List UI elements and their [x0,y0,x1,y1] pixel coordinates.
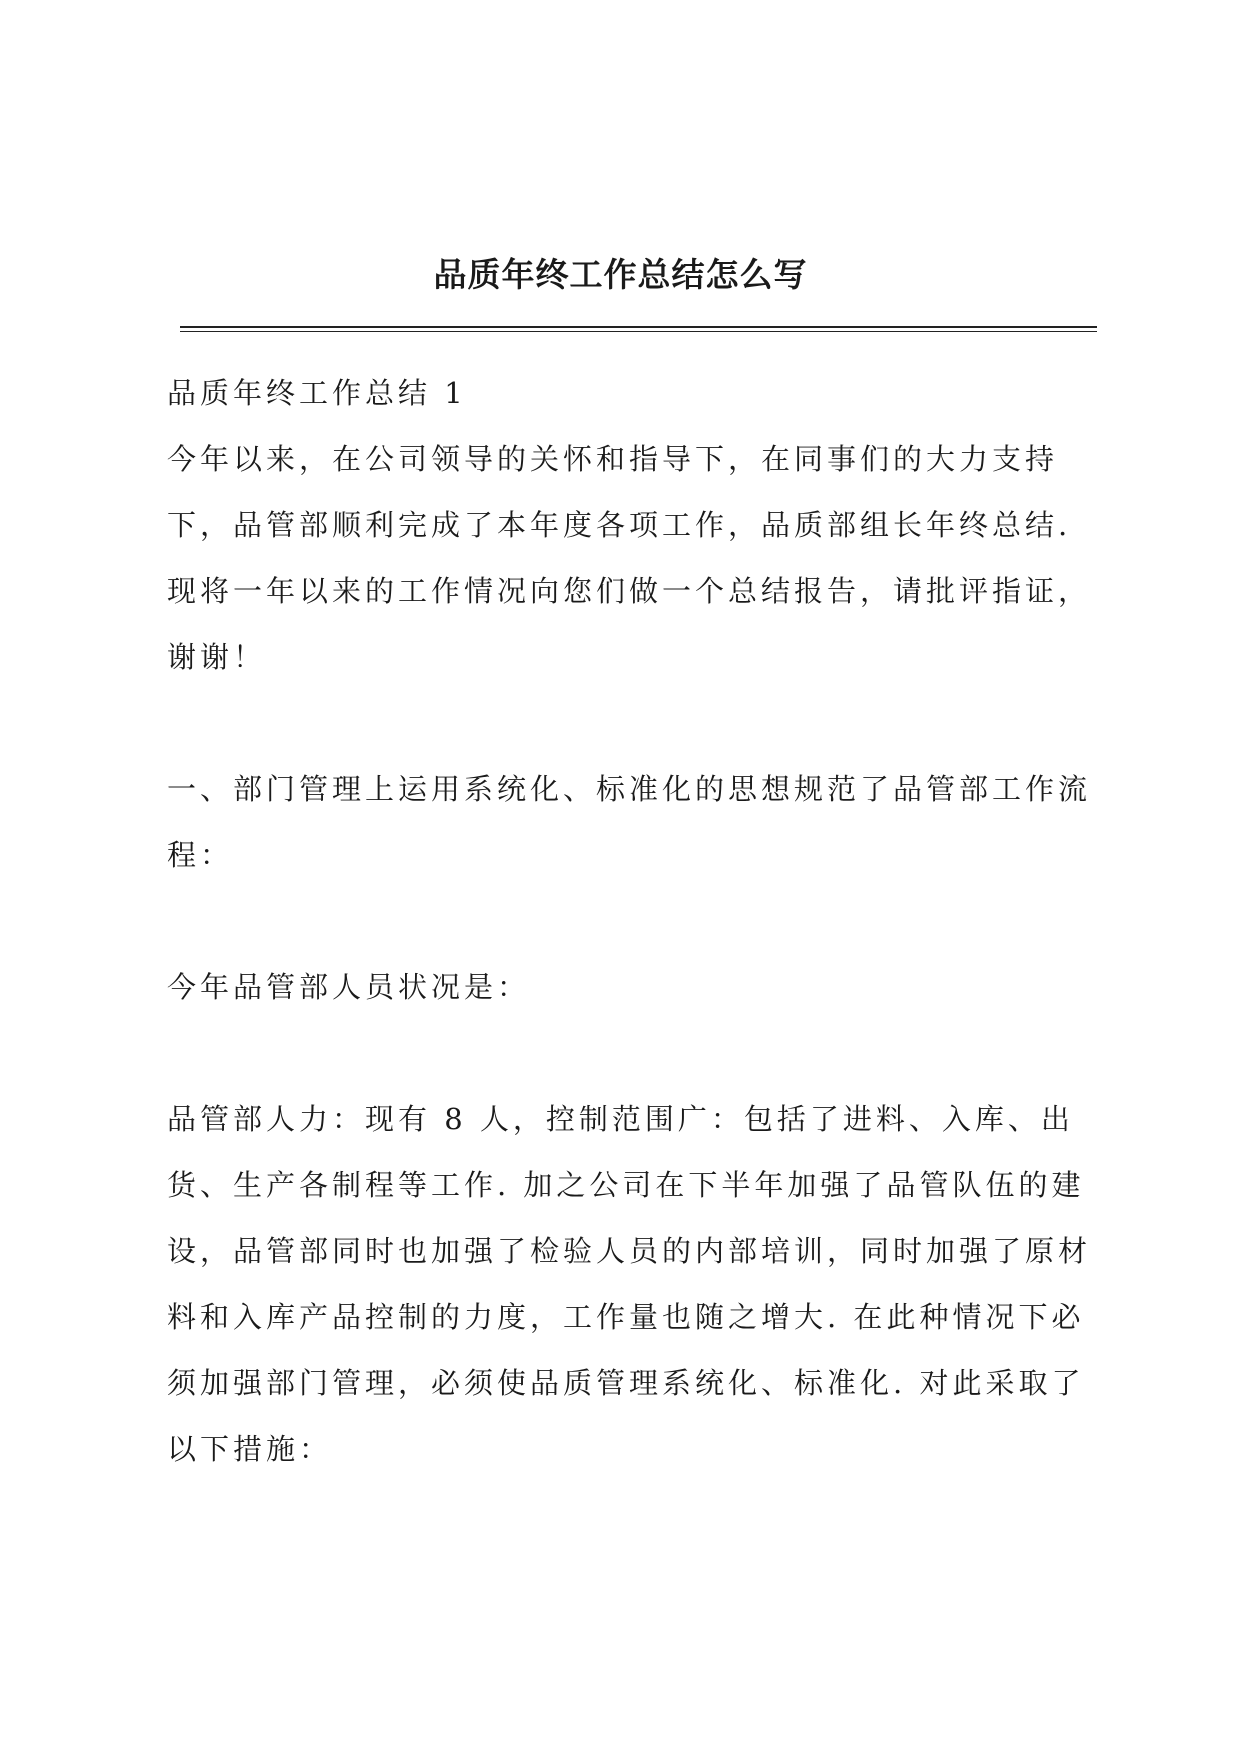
paragraph-staff-status: 今年品管部人员状况是： [167,970,531,1004]
document-title: 品质年终工作总结怎么写 [433,255,808,294]
paragraph-spacer [167,1020,1097,1086]
title-divider [180,326,1097,332]
paragraph-spacer [167,888,1097,954]
section-heading: 品质年终工作总结 1 [167,376,467,410]
paragraph-staffing-detail: 品管部人力：现有 8 人，控制范围广：包括了进料、入库、出货、生产各制程等工作. 加之公司在下半年加强了品管队伍的建设，品管部同时也加强了检验人员的内部培训，同时加强了原材料和入库产品控制的力度，工作量也随之增大. 在此种情况下必须加强部门管理，必须使品质管理系统化、标准化. 对此采取了以下措施： [167,1102,1092,1466]
paragraph-heading-one: 一、部门管理上运用系统化、标准化的思想规范了品管部工作流程： [167,772,1092,872]
document-body [167,360,1097,1482]
paragraph-intro: 今年以来，在公司领导的关怀和指导下，在同事们的大力支持下，品管部顺利完成了本年度各项工作，品质部组长年终总结. 现将一年以来的工作情况向您们做一个总结报告，请批评指证，谢谢！ [167,442,1092,674]
paragraph-spacer [167,690,1097,756]
